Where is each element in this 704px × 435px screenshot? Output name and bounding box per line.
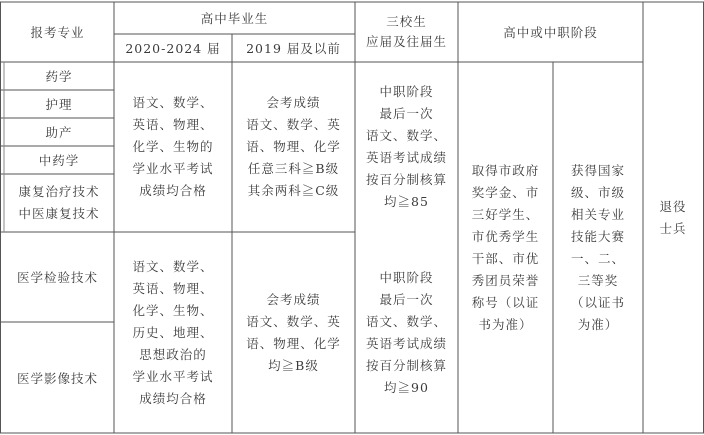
major-cell bbox=[4, 90, 114, 118]
major-label: 医学检验技术 bbox=[16, 270, 98, 285]
header-stage-label: 高中或中职阶段 bbox=[503, 25, 598, 40]
req-line: 为准） bbox=[577, 316, 619, 332]
major-label: 药学 bbox=[45, 69, 73, 84]
group1-2019-requirements bbox=[232, 62, 355, 232]
req-line: 书为准） bbox=[478, 316, 533, 332]
req-line: 任意三科≧B级 bbox=[247, 161, 340, 176]
req-line: 最后一次 bbox=[379, 291, 434, 307]
veteran-line: 退役 bbox=[659, 198, 687, 214]
major-label: 助产 bbox=[45, 125, 73, 140]
req-line: （以证书 bbox=[570, 294, 625, 310]
req-line: 会考成绩 bbox=[266, 95, 321, 110]
header-veteran bbox=[643, 2, 703, 433]
req-line: 称号（以证 bbox=[471, 294, 540, 310]
req-line: 三好学生、 bbox=[471, 206, 540, 222]
req-line: 学业水平考试 bbox=[132, 161, 214, 176]
req-line: 三等奖 bbox=[577, 272, 619, 288]
req-line: 奖学金、市 bbox=[471, 184, 540, 200]
req-line: 成绩均合格 bbox=[139, 390, 207, 406]
req-line: 历史、地理、 bbox=[132, 324, 214, 340]
header-2020-2024-label: 2020-2024 届 bbox=[125, 41, 221, 56]
group1-three-school-requirements bbox=[355, 62, 458, 232]
req-line: 按百分制核算 bbox=[365, 172, 447, 187]
major-label: 护理 bbox=[45, 97, 73, 112]
req-line: 语文、数学、英 bbox=[246, 117, 341, 132]
req-line: 思想政治的 bbox=[139, 346, 207, 362]
req-line: 语、物理、化学 bbox=[246, 335, 341, 351]
stage-skills-competition-requirements bbox=[553, 62, 643, 433]
req-line: 均≧90 bbox=[384, 379, 429, 395]
major-label: 康复治疗技术 bbox=[18, 184, 100, 199]
req-line: 英语考试成绩 bbox=[365, 150, 447, 165]
header-three-school-line: 应届及往届生 bbox=[365, 34, 447, 49]
req-line: 其余两科≧C级 bbox=[247, 183, 340, 198]
major-cell bbox=[4, 146, 114, 174]
req-line: 语文、数学、英 bbox=[246, 313, 341, 329]
req-line: 化学、生物、 bbox=[132, 302, 214, 318]
header-three-school bbox=[355, 2, 458, 62]
req-line: 级、市级 bbox=[570, 184, 625, 200]
major-cell bbox=[4, 62, 114, 90]
veteran-line: 士兵 bbox=[659, 220, 687, 236]
header-2019 bbox=[232, 34, 355, 62]
header-2020-2024 bbox=[114, 34, 232, 62]
req-line: 化学、生物的 bbox=[132, 139, 214, 154]
req-line: 中职阶段 bbox=[379, 269, 434, 285]
req-line: 语文、数学、 bbox=[132, 258, 214, 274]
req-line: 均≧B级 bbox=[268, 357, 319, 373]
req-line: 取得市政府 bbox=[471, 162, 540, 178]
major-cell bbox=[1, 232, 114, 322]
req-line: 英语、物理、 bbox=[132, 280, 214, 296]
group2-three-school-requirements bbox=[355, 232, 458, 433]
req-line: 干部、市优 bbox=[471, 250, 540, 266]
req-line: 英语考试成绩 bbox=[365, 335, 447, 351]
req-line: 成绩均合格 bbox=[139, 183, 207, 198]
req-line: 语、物理、化学 bbox=[246, 139, 341, 154]
req-line: 一、二、 bbox=[570, 250, 625, 266]
stage-honors-requirements bbox=[458, 62, 553, 433]
req-line: 按百分制核算 bbox=[365, 357, 447, 373]
req-line: 语文、数学、 bbox=[365, 313, 447, 329]
major-cell bbox=[4, 174, 114, 232]
group1-2020-requirements bbox=[114, 62, 232, 232]
major-label: 医学影像技术 bbox=[16, 370, 98, 386]
major-cell bbox=[4, 118, 114, 146]
header-stage bbox=[458, 2, 643, 62]
header-2019-label: 2019 届及以前 bbox=[246, 41, 341, 56]
req-line: 会考成绩 bbox=[266, 291, 321, 307]
header-hs-grad-label: 高中毕业生 bbox=[200, 11, 269, 26]
major-label: 中医康复技术 bbox=[18, 206, 100, 221]
req-line: 语文、数学、 bbox=[365, 128, 447, 143]
req-line: 语文、数学、 bbox=[132, 95, 214, 110]
req-line: 市优秀学生 bbox=[471, 228, 540, 244]
header-hs-grad bbox=[114, 2, 355, 34]
group2-2019-requirements bbox=[232, 232, 355, 433]
req-line: 英语、物理、 bbox=[132, 117, 214, 132]
major-label: 中药学 bbox=[38, 153, 80, 168]
req-line: 均≧85 bbox=[384, 194, 429, 209]
req-line: 中职阶段 bbox=[379, 84, 434, 99]
req-line: 学业水平考试 bbox=[132, 368, 214, 384]
header-three-school-line: 三校生 bbox=[386, 14, 427, 29]
header-major-label: 报考专业 bbox=[30, 25, 85, 40]
major-cell bbox=[1, 322, 114, 433]
req-line: 最后一次 bbox=[379, 106, 434, 121]
req-line: 获得国家 bbox=[570, 162, 625, 178]
header-major bbox=[1, 2, 114, 62]
req-line: 相关专业 bbox=[570, 206, 625, 222]
group2-2020-requirements bbox=[114, 232, 232, 433]
req-line: 技能大赛 bbox=[570, 228, 625, 244]
req-line: 秀团员荣誉 bbox=[471, 272, 540, 288]
